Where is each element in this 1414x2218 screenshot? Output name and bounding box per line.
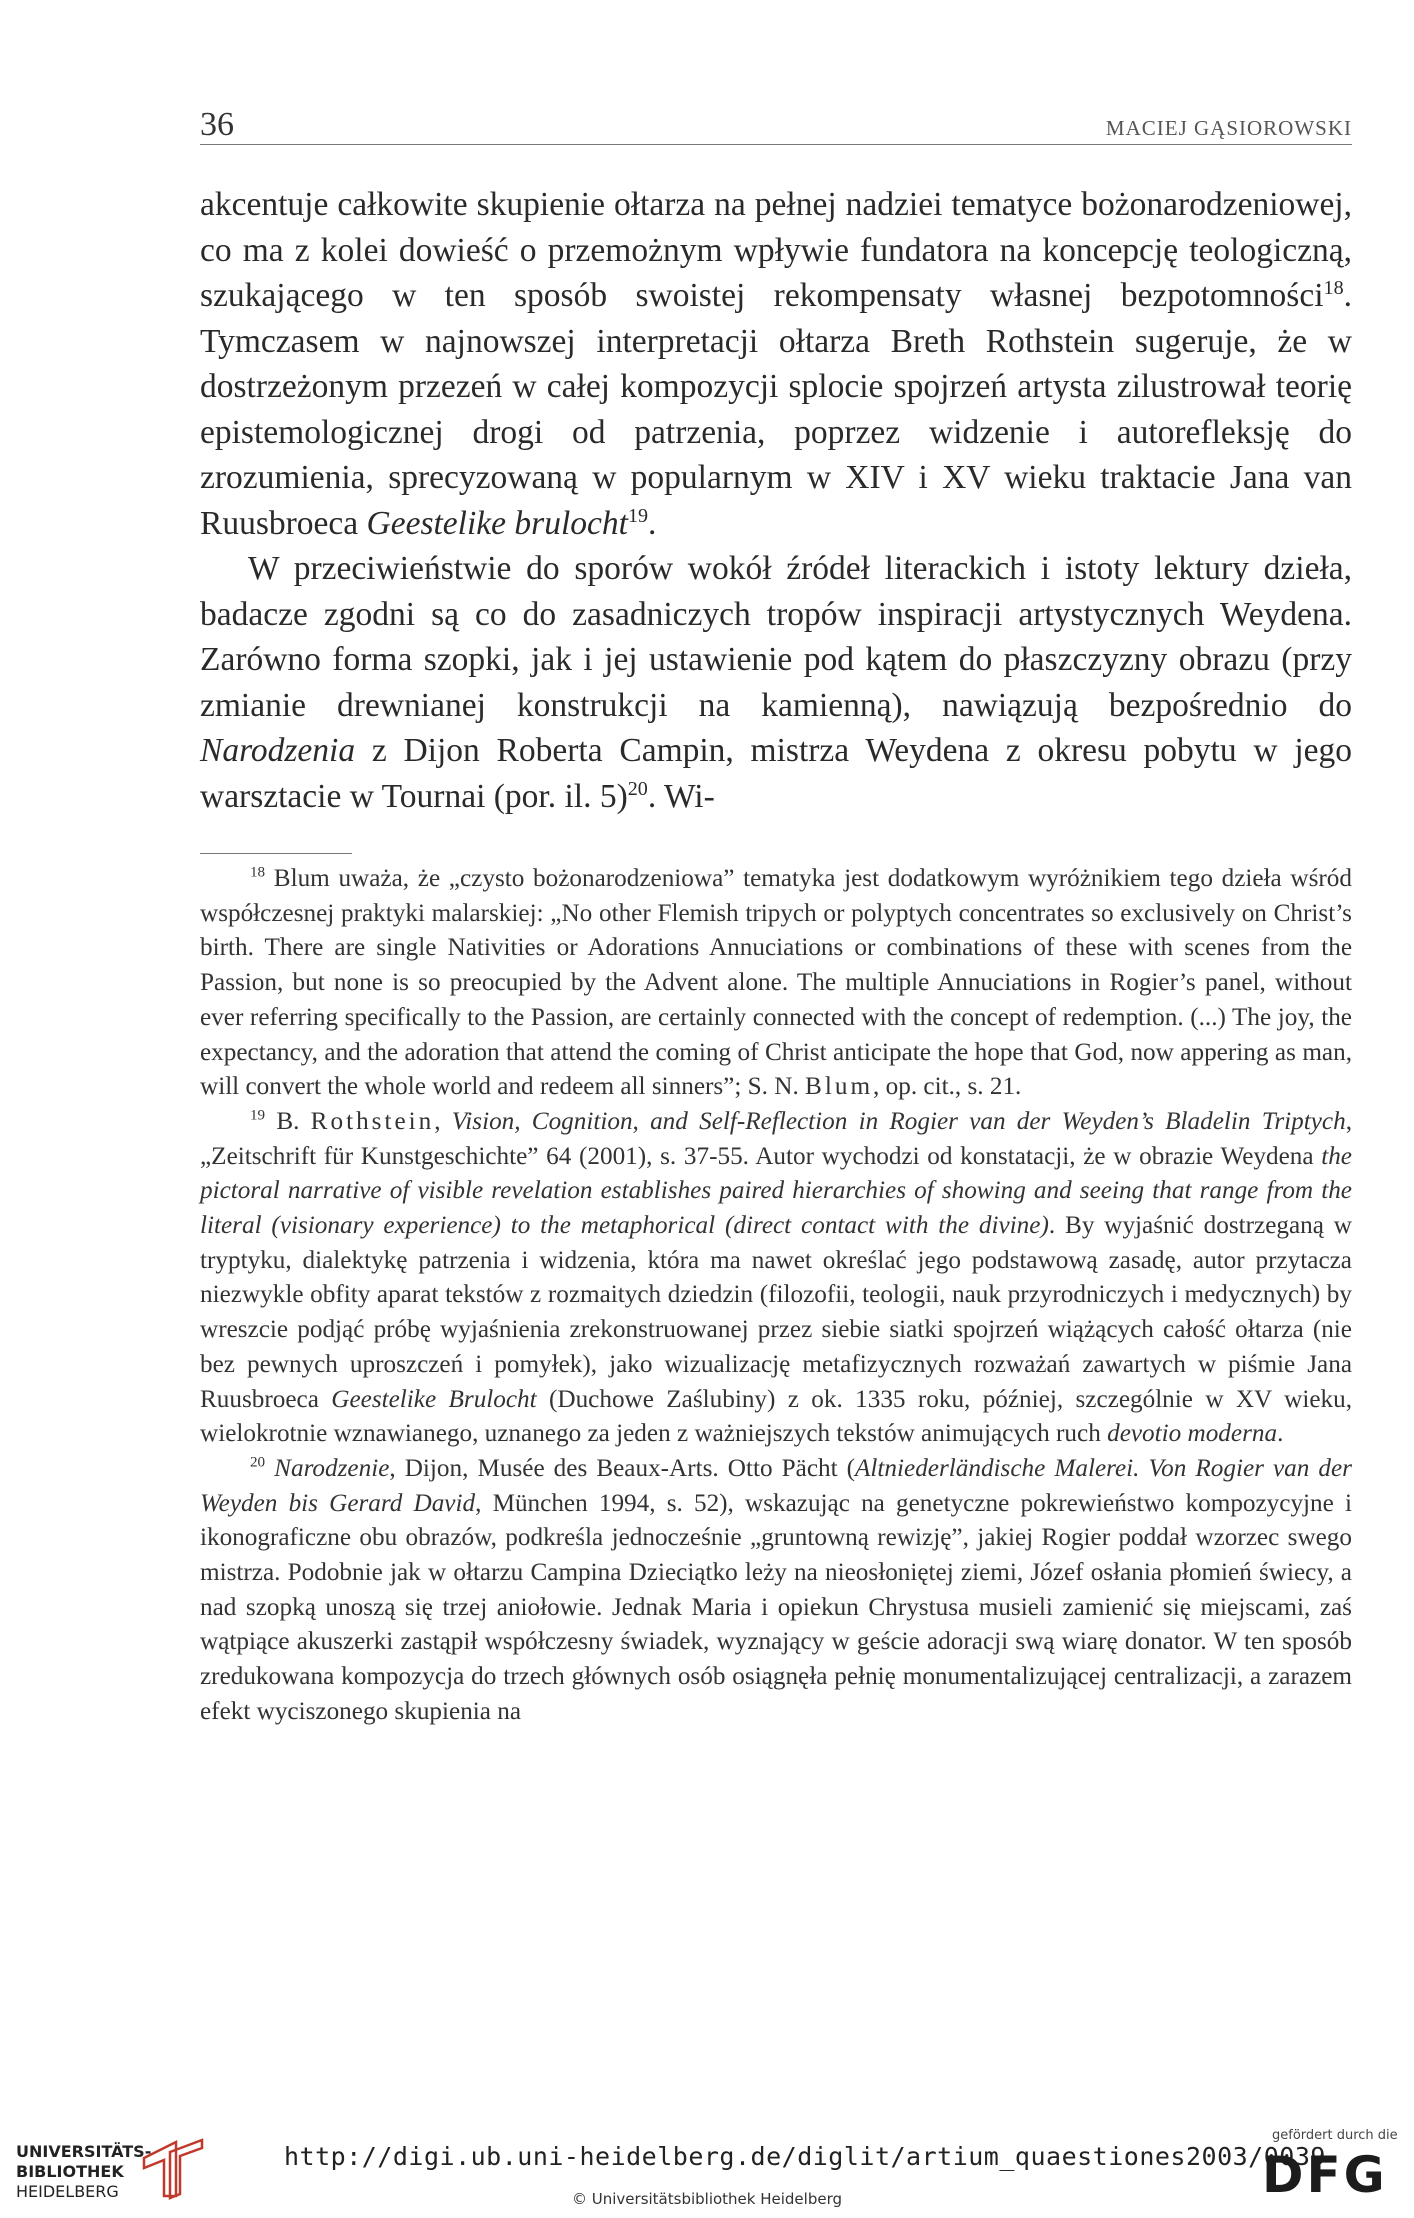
funding-label: gefördert durch die [1272,2128,1398,2143]
library-logo-text: UNIVERSITÄTS- BIBLIOTHEK HEIDELBERG [16,2142,152,2201]
main-text [200,182,1352,819]
work-title: Geestelike brulocht [366,504,628,542]
dfg-logo: DFG [1262,2146,1388,2204]
paragraph-2: W przeciwieństwie do sporów wokół źródeł literackich i istoty lektury dzieła, badacze zgodni są co do zasadniczych tropów inspiracji artystycznych Weydena. Zarówno forma szopki, jak i jej ustawienie pod kątem do płaszczyzny obrazu (przy zmianie drewnianej konstrukcji na kamienną), nawiązują bezpośrednio do Narodzenia z Dijon Roberta Campin, mistrza Weydena z okresu pobytu w jego warsztacie w Tournai (por. il. 5)$^{20}$. Wi- [200,550,1352,815]
footnote-number: 18 [250,864,266,881]
work-title: Altniederländische Malerei. Von Rogier van der Weyden bis Gerard David [200,1454,1352,1517]
footnote-20: $^{20}$ Narodzenie, Dijon, Musée des Beaux-Arts. Otto Pächt (Altniederländische Malerei. Von Rogier van der Weyden bis Gerard David, München 1994, s. 52), wskazując na genetyczne pokrewieństwo kompozycyjne i ikonograficzne obu obrazów, podkreśla jednocześnie „gruntowną rewizję”, jakiej Rogier poddał wzorzec swego mistrza. Podobnie jak w ołtarzu Campina Dzieciątko leży na nieosłoniętej ziemi, Józef osłania płomień świecy, a nad szopką unoszą się trzej aniołowie. Jednak Maria i opiekun Chrystusa musieli zamienić się miejscami, zaś wątpiące akuszerki zastąpił współczesny świadek, wyznający w geście adoracji swą wiarę donator. W ten sposób zredukowana kompozycja do trzech głównych osób osiągnęła pełnię monumentalizującej centralizacji, a zarazem efekt wyciszonego skupienia na [200,1454,1352,1725]
work-title: Narodzenie [274,1454,390,1482]
footnotes [200,862,1352,1730]
copyright-notice: © Universitätsbibliothek Heidelberg [572,2190,843,2208]
footnote-ref-18[interactable]: 18 [1323,276,1344,299]
footnote-19: $^{19}$ B. Rothstein, Vision, Cognition, and Self-Reflection in Rogier van der Weyden’s Bladelin Triptych, „Zeitschrift für Kunstgeschichte” 64 (2001), s. 37-55. Autor wychodzi od konstatacji, że w obrazie Weydena the pictoral narrative of visible revelation establishes paired hierarchies of showing and seeing that range from the literal (visionary experience) to the metaphorical (direct contact with the divine). By wyjaśnić dostrzeganą w tryptyku, dialektykę patrzenia i widzenia, która ma nawet określać jego podstawową zasadę, autor przytacza niezwykle obfity aparat tekstów z rozmaitych dziedzin (filozofii, teologii, nauk przyrodniczych i medycznych) by wreszcie podjąć próbę wyjaśnienia zrekonstruowanej przez siebie siatki spojrzeń wiążących całość ołtarza (nie bez pewnych uproszczeń i pomyłek), jako wizualizację metafizycznych rozważań zawartych w piśmie Jana Ruusbroeca Geestelike Brulocht (Duchowe Zaślubiny) z ok. 1335 roku, później, szczególnie w XV wieku, wielokrotnie wznawianego, uznanego za jeden z ważniejszych tekstów animujących ruch devotio moderna. [200,1107,1352,1448]
permalink-url[interactable]: http://digi.ub.uni-heidelberg.de/diglit/artium_quaestiones2003/0039 [284,2142,1326,2171]
footnote-number: 19 [250,1107,266,1124]
quotation: the pictoral narrative of visible revelation establishes paired hierarchies of showing and seeing that range from the literal (visionary experience) to the metaphorical (direct contact with the divine) [200,1142,1352,1240]
author-name: Rothstein [310,1107,435,1135]
paragraph-1: akcentuje całkowite skupienie ołtarza na pełnej nadziei tematyce bożonarodzeniowej, co ma z kolei dowieść o przemożnym wpływie fundatora na koncepcję teologiczną, szukającego w ten sposób swoistej rekompensaty własnej bezpotomności$^{18}$. Tymczasem w najnowszej interpretacji ołtarza Breth Rothstein sugeruje, że w dostrzeżonym przezeń w całej kompozycji splocie spojrzeń artysta zilustrował teorię epistemologicznej drogi od patrzenia, poprzez widzenie i autorefleksję do zrozumienia, sprecyzowaną w popularnym w XIV i XV wieku traktacie Jana van Ruusbroeca Geestelike brulocht$^{19}$. [200,186,1352,542]
work-title: Geestelike Brulocht [331,1385,537,1413]
footnote-ref-20[interactable]: 20 [627,777,648,800]
footnote-divider [200,853,352,854]
footnote-18: $^{18}$ Blum uważa, że „czysto bożonarodzeniowa” tematyka jest dodatkowym wyróżnikiem tego dzieła wśród współczesnej praktyki malarskiej: „No other Flemish tripych or polyptych concentrates so exclusively on Christ’s birth. There are single Nativities or Adorations Annuciations or combinations of these with scenes from the Passion, but none is so preocupied by the Advent alone. The multiple Annuciations in Rogier’s panel, without ever referring specifically to the Passion, are certainly connected with the concept of redemption. (...) The joy, the expectancy, and the adoration that attend the coming of Christ anticipate the hope that God, now appering as man, will convert the whole world and redeem all sinners”; S. N. Blum, op. cit., s. 21. [200,864,1352,1101]
term: devotio moderna [1107,1420,1278,1448]
footer-bar [0,2110,1414,2218]
page-number: 36 [200,106,234,143]
footnote-ref-19[interactable]: 19 [627,504,649,527]
running-head: MACIEJ GĄSIOROWSKI [1105,116,1352,140]
footnote-number: 20 [250,1454,266,1471]
author-name: Blum [805,1073,874,1101]
page-header [200,108,1352,145]
work-title: Narodzenia [200,732,356,769]
library-logo-icon [140,2138,210,2200]
work-title: Vision, Cognition, and Self-Reflection in Rogier van der Weyden’s Bladelin Triptych [451,1107,1346,1135]
